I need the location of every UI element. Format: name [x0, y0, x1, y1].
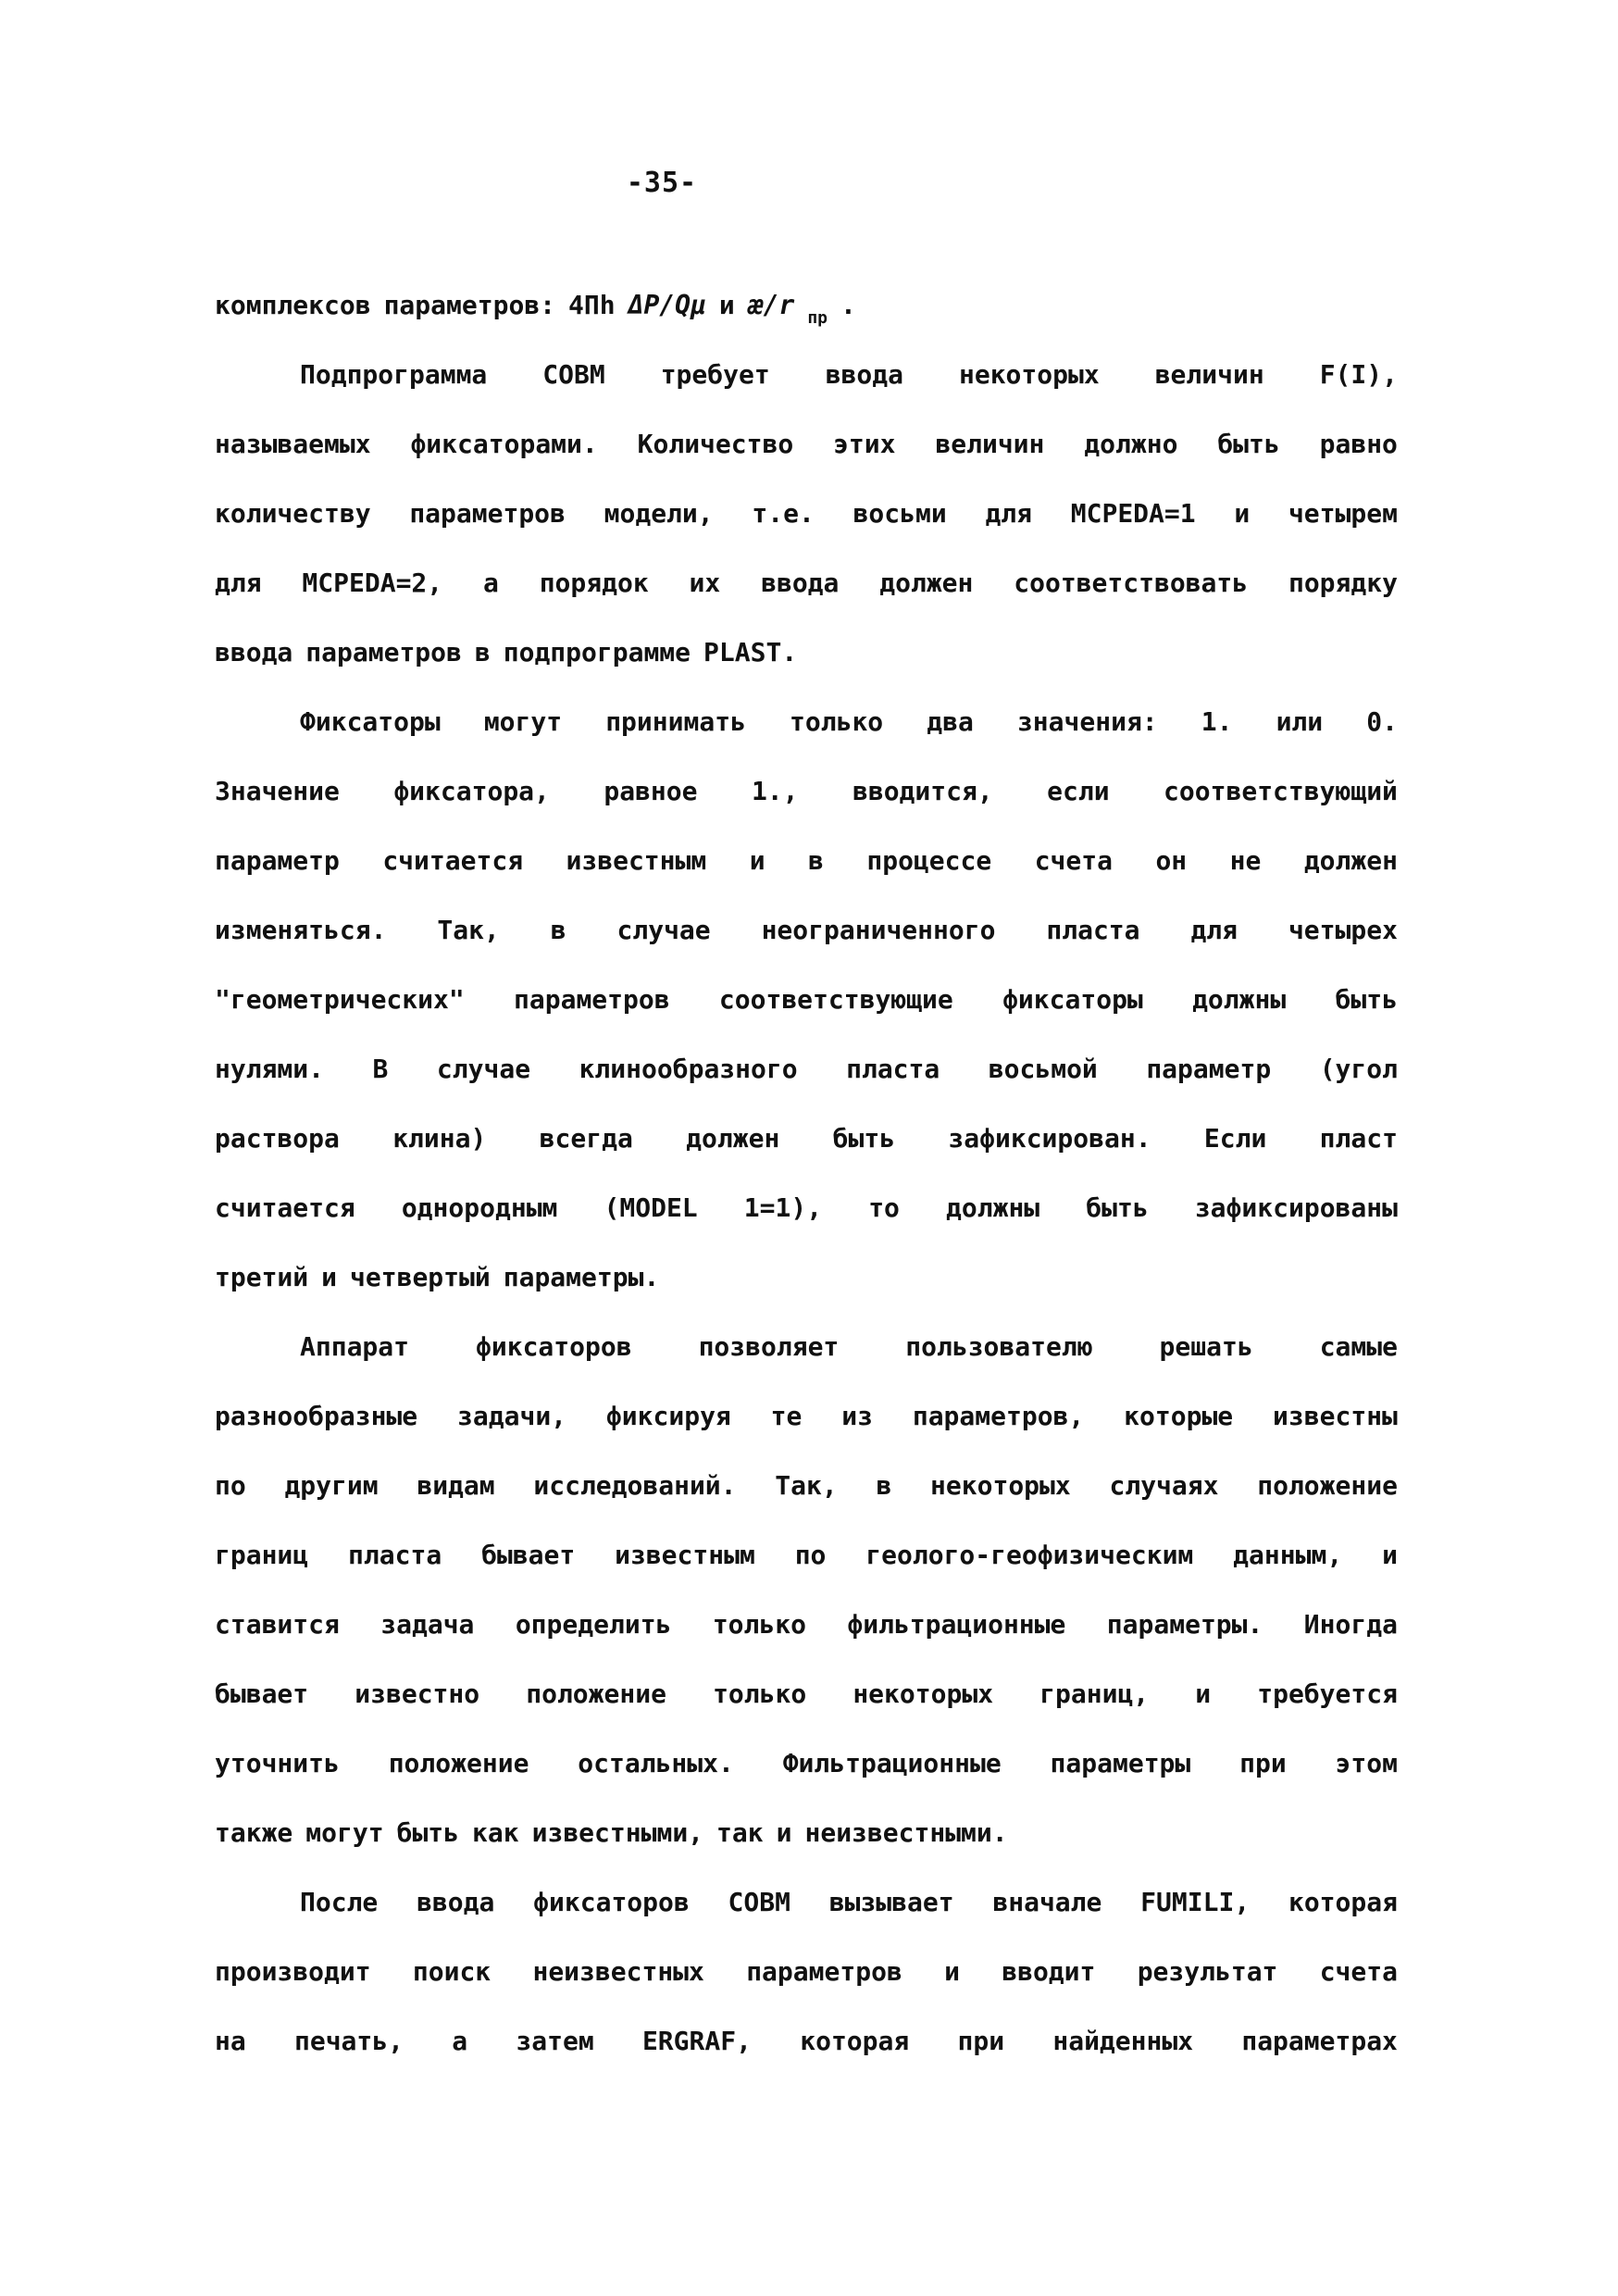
word: известными, [531, 1817, 704, 1848]
word: затем [516, 2026, 594, 2056]
word: (MODEL [604, 1192, 698, 1223]
word: по [215, 1470, 246, 1501]
word: найденных [1052, 2026, 1194, 2056]
word: COBM [728, 1887, 790, 1917]
word: параметров [746, 1956, 902, 1987]
word: быть [832, 1123, 896, 1154]
word: подпрограмме [503, 637, 691, 668]
text-line [215, 1937, 1398, 2006]
word: производит [215, 1956, 371, 1987]
text-line [215, 756, 1398, 826]
word: разнообразные [215, 1401, 418, 1431]
word: В [372, 1054, 389, 1084]
word: клина) [392, 1123, 487, 1154]
text-line [215, 340, 1398, 409]
text-line [215, 618, 1398, 687]
word: данным, [1233, 1540, 1343, 1570]
text-line [215, 687, 1398, 756]
text-line [215, 1867, 1398, 1937]
word: ввода [417, 1887, 495, 1917]
word: модели, [604, 498, 714, 529]
text-line [215, 1659, 1398, 1728]
word: клинообразного [579, 1054, 798, 1084]
word: ввода [825, 359, 903, 390]
text-line [215, 479, 1398, 548]
word: в [876, 1470, 892, 1501]
word: параметров [305, 637, 462, 668]
word: фиксируя [605, 1401, 731, 1431]
word: по [794, 1540, 827, 1570]
word: известны [1273, 1401, 1398, 1431]
word: вызывает [828, 1887, 954, 1917]
word: Фиксаторы [300, 706, 441, 737]
text-line [215, 1520, 1398, 1590]
word: параметры. [1106, 1609, 1263, 1640]
word: и [718, 290, 735, 320]
word: границ, [1039, 1678, 1150, 1709]
word: видам [417, 1470, 495, 1501]
word: "геометрических" [215, 984, 465, 1015]
word: быть [1217, 429, 1280, 459]
word: самые [1319, 1331, 1398, 1362]
text-line [215, 1104, 1398, 1173]
text-line [215, 965, 1398, 1034]
word: задачи, [457, 1401, 567, 1431]
word: æ/r [747, 290, 795, 320]
word: фиксаторов [476, 1331, 632, 1362]
word: то [868, 1192, 900, 1223]
word: пр [807, 308, 828, 328]
word: Так, [775, 1470, 838, 1501]
word: поиск [412, 1956, 492, 1987]
word: только [713, 1678, 807, 1709]
word: PLAST. [703, 637, 798, 668]
word: считается [382, 845, 524, 876]
word: параметров [409, 498, 566, 529]
word: изменяться. [215, 915, 387, 945]
text-line [215, 1173, 1398, 1242]
word: значения: [1016, 706, 1158, 737]
word: требуется [1257, 1678, 1398, 1709]
word: как [472, 1817, 519, 1848]
word: требует [660, 359, 770, 390]
word: равно [1319, 429, 1398, 459]
word: так [716, 1817, 764, 1848]
word: должно [1084, 429, 1178, 459]
word: только [790, 706, 884, 737]
word: пласт [1319, 1123, 1398, 1154]
text-line [215, 1242, 1398, 1312]
word: могут [305, 1817, 384, 1848]
word: параметр [215, 845, 340, 876]
word: два [927, 706, 974, 737]
word: он [1155, 845, 1188, 876]
word: 0. [1366, 706, 1398, 737]
word: величин [935, 429, 1045, 459]
word: известно [355, 1678, 480, 1709]
word: этом [1335, 1748, 1398, 1778]
word: F(I), [1319, 359, 1398, 390]
word: позволяет [698, 1331, 840, 1362]
word: раствора [215, 1123, 340, 1154]
word: равное [604, 776, 698, 806]
word: другим [284, 1470, 379, 1501]
word: 1=1), [743, 1192, 823, 1223]
word: т.е. [752, 498, 815, 529]
word: могут [483, 706, 563, 737]
word: и [1382, 1540, 1398, 1570]
word: количеству [215, 498, 371, 529]
word: определить [515, 1609, 672, 1640]
word: параметры [1050, 1748, 1191, 1778]
word: . [840, 290, 856, 320]
word: ERGRAF, [641, 2026, 752, 2056]
word: и [944, 1956, 960, 1987]
word: Аппарат [300, 1331, 410, 1362]
word: также [215, 1817, 293, 1848]
word: и [1234, 498, 1251, 529]
word: их [689, 568, 721, 598]
word: геолого-геофизическим [865, 1540, 1194, 1570]
word: и [321, 1262, 338, 1292]
word: в [474, 637, 491, 668]
word: положение [388, 1748, 529, 1778]
word: остальных. [578, 1748, 734, 1778]
word: которая [800, 2026, 910, 2056]
word: бывает [215, 1678, 309, 1709]
text-line [215, 1451, 1398, 1520]
word: должен [879, 568, 974, 598]
word: величин [1154, 359, 1264, 390]
word: Иногда [1303, 1609, 1398, 1640]
word: только [712, 1609, 806, 1640]
word: фильтрационные [847, 1609, 1066, 1640]
word: некоторых [958, 359, 1100, 390]
word: 4Пh [568, 290, 616, 320]
page-number: -35- [626, 167, 698, 199]
word: этих [833, 429, 896, 459]
word: должен [1303, 845, 1398, 876]
word: пласта [1046, 915, 1140, 945]
word: Если [1203, 1123, 1267, 1154]
word: ΔP/Qμ [628, 290, 706, 320]
word: После [300, 1887, 379, 1917]
word: 1., [751, 776, 799, 806]
word: восьмой [988, 1054, 1098, 1084]
text-line [215, 548, 1398, 618]
word: фиксаторами. [410, 429, 598, 459]
word: и [1195, 1678, 1212, 1709]
word: известным [566, 845, 707, 876]
text-line [215, 1590, 1398, 1659]
word: ввода [761, 568, 840, 598]
word: называемых [215, 429, 371, 459]
word: некоторых [853, 1678, 994, 1709]
text-line [215, 2006, 1398, 2076]
word: для [985, 498, 1033, 529]
word: соответствующие [718, 984, 953, 1015]
word: уточнить [215, 1748, 340, 1778]
word: печать, [293, 2026, 404, 2056]
word: порядку [1288, 568, 1398, 598]
word: решать [1159, 1331, 1253, 1362]
word: в [808, 845, 824, 876]
word: должен [686, 1123, 780, 1154]
word: вначале [992, 1887, 1102, 1917]
word: или [1276, 706, 1324, 737]
word: параметров [514, 984, 670, 1015]
word: быть [1335, 984, 1398, 1015]
word: и [776, 1817, 792, 1848]
word: пласта [846, 1054, 940, 1084]
word: четырем [1288, 498, 1398, 529]
word: порядок [539, 568, 649, 598]
text-line [215, 1381, 1398, 1451]
word: которые [1124, 1401, 1234, 1431]
word: исследований. [533, 1470, 737, 1501]
word: случае [436, 1054, 531, 1084]
word: на [215, 2026, 246, 2056]
word: результат [1137, 1956, 1278, 1987]
word: фиксаторы [1002, 984, 1143, 1015]
word: неизвестных [532, 1956, 704, 1987]
word: Количество [637, 429, 794, 459]
word: пользователю [905, 1331, 1093, 1362]
word: четырех [1288, 915, 1398, 945]
text-line [215, 895, 1398, 965]
word: счета [1319, 1956, 1398, 1987]
word: счета [1034, 845, 1113, 876]
word: в [550, 915, 566, 945]
word: FUMILI, [1140, 1887, 1251, 1917]
word: случаях [1109, 1470, 1219, 1501]
word: из [841, 1401, 873, 1431]
word: для [215, 568, 262, 598]
word: известным [615, 1540, 755, 1570]
word: комплексов [215, 290, 371, 320]
document-body [215, 270, 1398, 2076]
word: параметр [1146, 1054, 1272, 1084]
word: положение [1257, 1470, 1398, 1501]
word: быть [396, 1817, 460, 1848]
word: некоторых [930, 1470, 1071, 1501]
word: COBM [542, 359, 605, 390]
word: третий [215, 1262, 309, 1292]
word: считается [215, 1192, 355, 1223]
word: параметры. [503, 1262, 660, 1292]
word: четвертый [350, 1262, 491, 1292]
word: восьми [853, 498, 947, 529]
word: однородным [401, 1192, 558, 1223]
word: бывает [481, 1540, 576, 1570]
word: параметров: [383, 290, 556, 320]
word: всегда [539, 1123, 633, 1154]
word: Так, [437, 915, 500, 945]
text-line [215, 409, 1398, 479]
word: пласта [348, 1540, 442, 1570]
text-line [215, 270, 1398, 340]
text-line [215, 1034, 1398, 1104]
word: фиксаторов [533, 1887, 690, 1917]
word: ставится [215, 1609, 340, 1640]
word: зафиксированы [1194, 1192, 1398, 1223]
word: границ [215, 1540, 309, 1570]
word: зафиксирован. [948, 1123, 1151, 1154]
word: нулями. [215, 1054, 325, 1084]
word: принимать [605, 706, 746, 737]
word: при [957, 2026, 1005, 2056]
word: неограниченного [761, 915, 996, 945]
word: Подпрограмма [300, 359, 488, 390]
word: (угол [1319, 1054, 1398, 1084]
word: и [749, 845, 765, 876]
word: которая [1288, 1887, 1398, 1917]
word: параметрах [1241, 2026, 1398, 2056]
word: неизвестными. [804, 1817, 1008, 1848]
word: фиксатора, [393, 776, 550, 806]
word: Фильтрационные [782, 1748, 1002, 1778]
word: если [1047, 776, 1110, 806]
word: должны [946, 1192, 1040, 1223]
word: параметров, [912, 1401, 1085, 1431]
word: быть [1086, 1192, 1149, 1223]
word: соответствовать [1014, 568, 1249, 598]
word: процессе [866, 845, 992, 876]
word: 1. [1201, 706, 1233, 737]
word: соответствующий [1164, 776, 1398, 806]
word: а [452, 2026, 468, 2056]
text-line [215, 1798, 1398, 1867]
text-line [215, 1728, 1398, 1798]
word: вводит [1002, 1956, 1096, 1987]
text-line [215, 826, 1398, 895]
word: не [1229, 845, 1262, 876]
word: ввода [215, 637, 293, 668]
word: MCPEDA=2, [302, 568, 443, 598]
word: должны [1192, 984, 1287, 1015]
word: Значение [215, 776, 340, 806]
text-line [215, 1312, 1398, 1381]
word: а [482, 568, 499, 598]
word: вводится, [852, 776, 993, 806]
word: те [770, 1401, 803, 1431]
word: MCPEDA=1 [1070, 498, 1196, 529]
word: при [1239, 1748, 1287, 1778]
word: случае [616, 915, 711, 945]
word: для [1190, 915, 1238, 945]
word: задача [380, 1609, 475, 1640]
word: положение [526, 1678, 666, 1709]
